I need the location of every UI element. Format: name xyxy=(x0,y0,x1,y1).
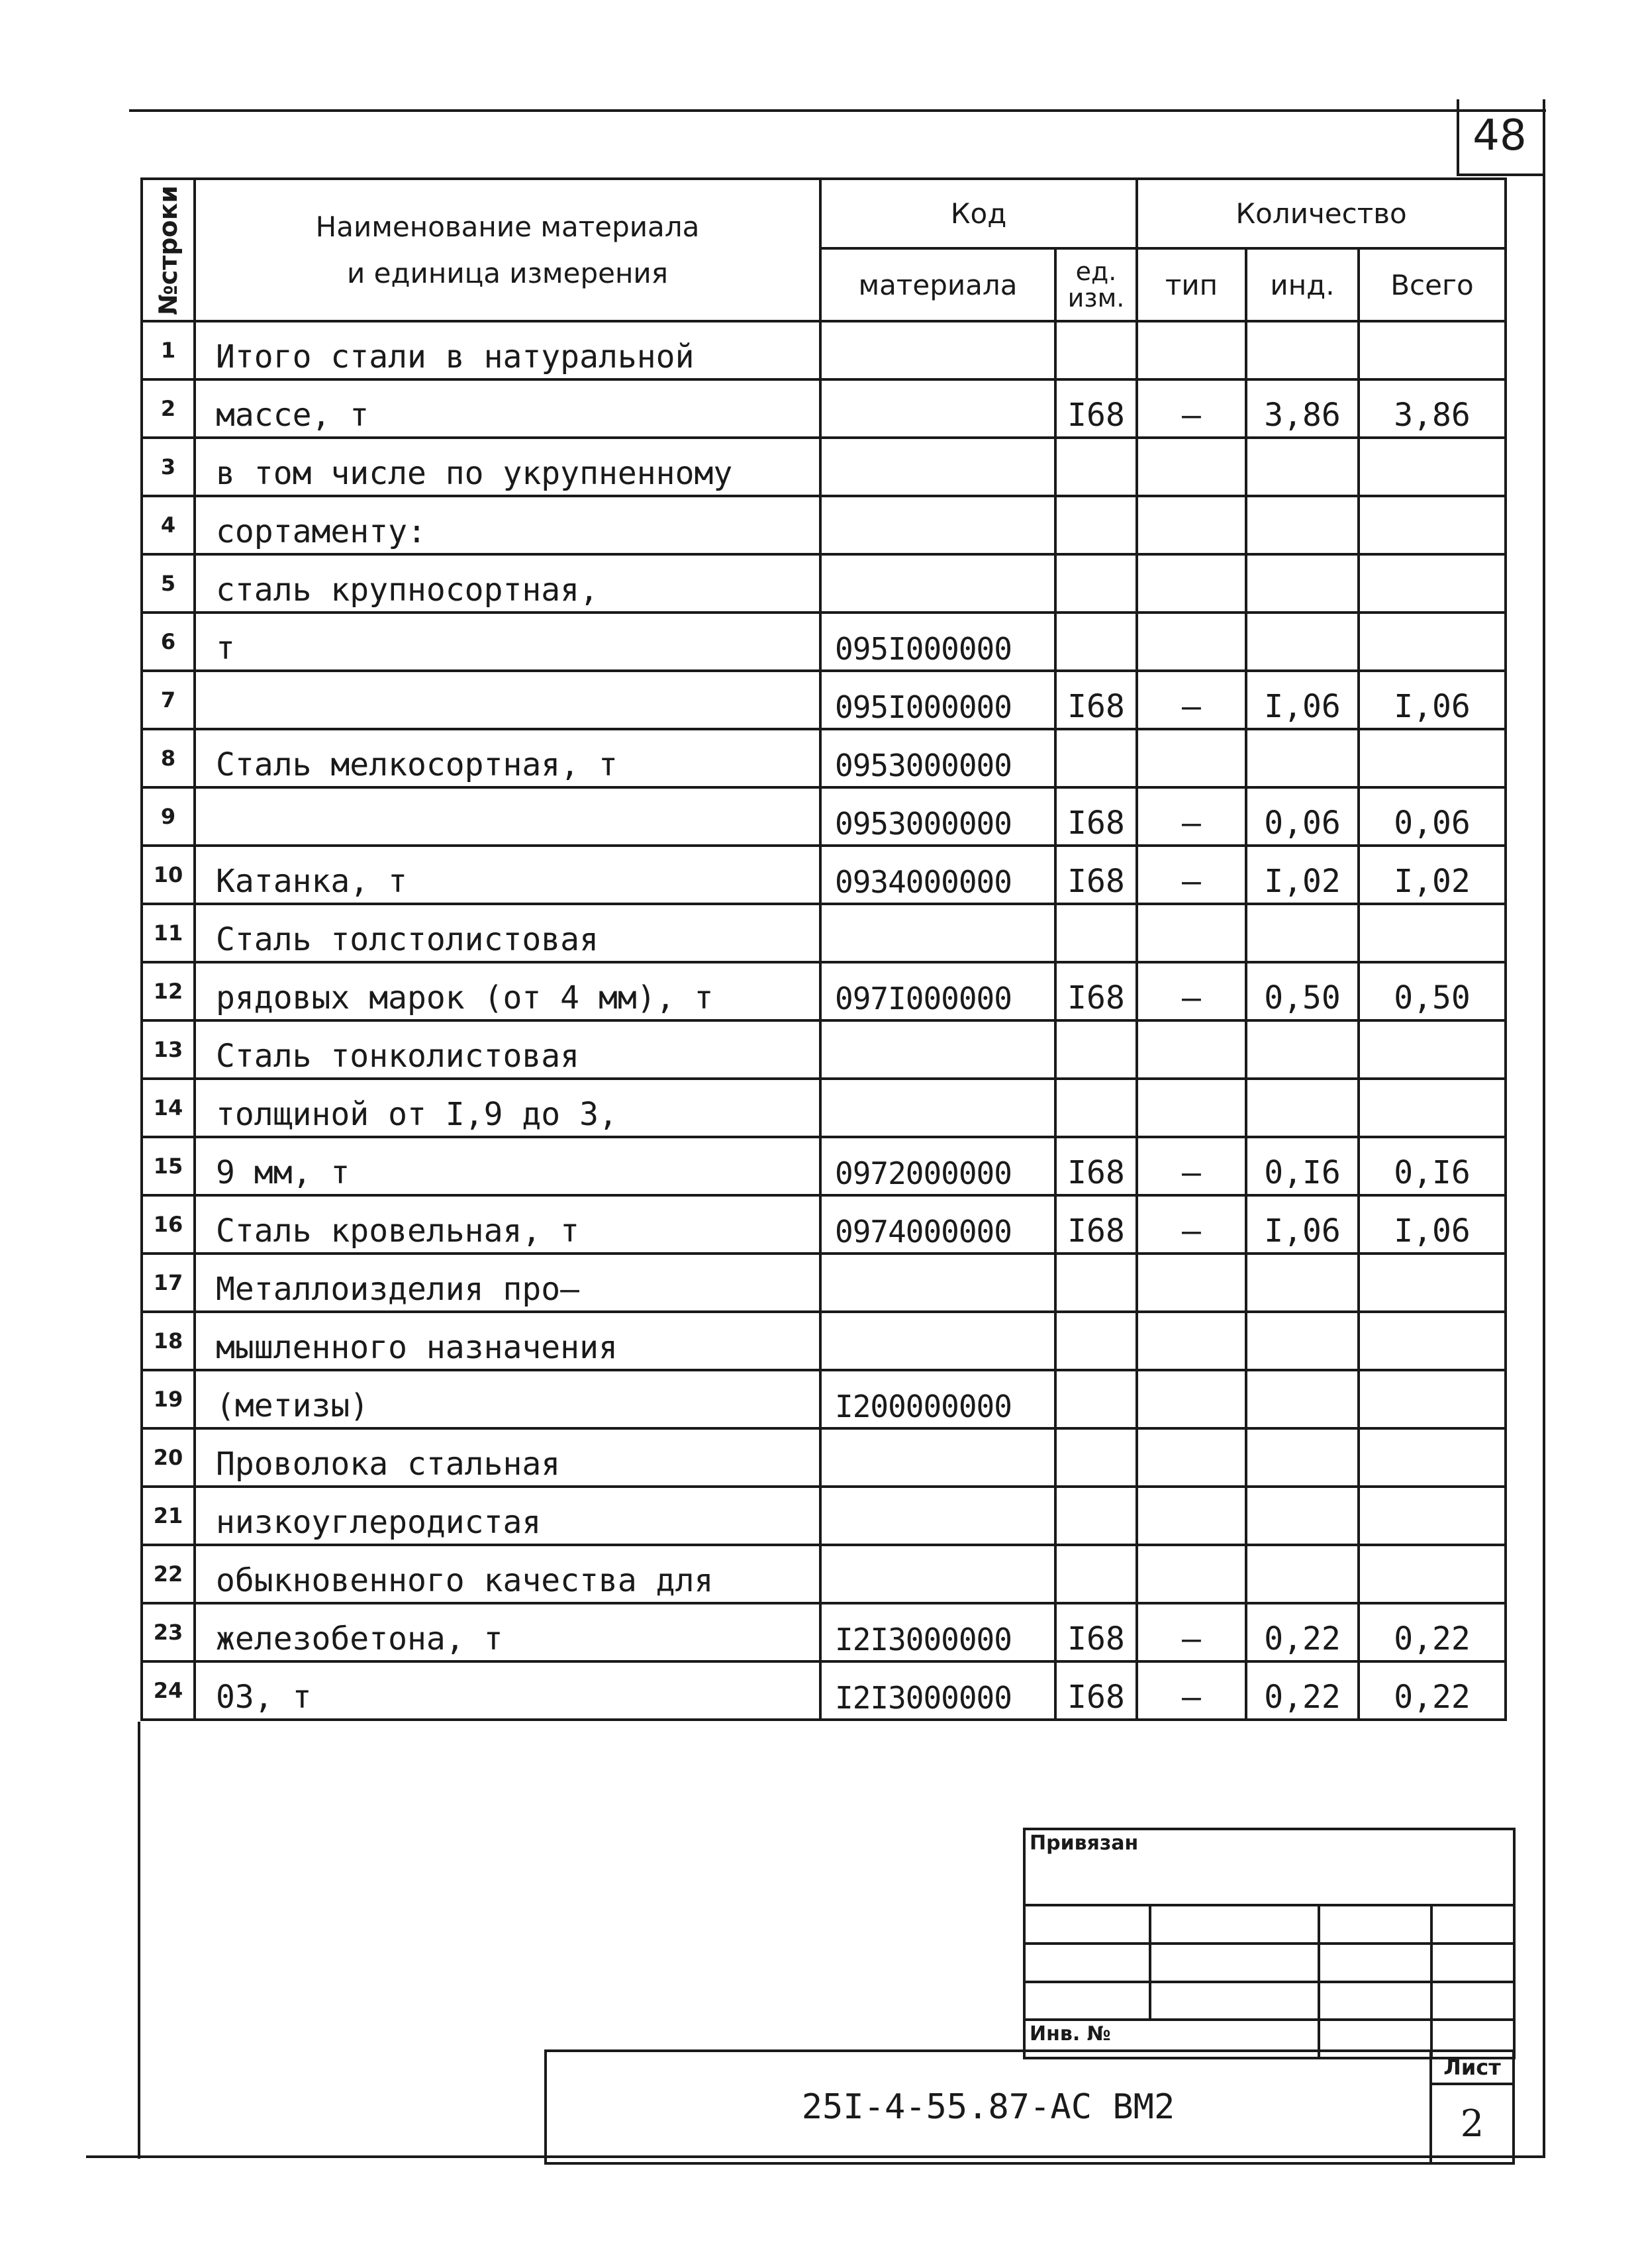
material-name: Сталь толстолистовая xyxy=(195,904,820,962)
qty-type: – xyxy=(1137,962,1246,1020)
qty-total: 0,50 xyxy=(1359,962,1506,1020)
row-number: 22 xyxy=(142,1545,195,1603)
qty-type xyxy=(1137,321,1246,379)
material-code xyxy=(820,904,1055,962)
quantity-group-header: Количество xyxy=(1137,179,1506,248)
row-number: 16 xyxy=(142,1195,195,1254)
material-name: Проволока стальная xyxy=(195,1428,820,1487)
row-number: 7 xyxy=(142,671,195,729)
row-number: 14 xyxy=(142,1079,195,1137)
material-code-header: материала xyxy=(820,248,1055,321)
material-code xyxy=(820,554,1055,613)
material-name: обыкновенного качества для xyxy=(195,1545,820,1603)
material-code: I2I3000000 xyxy=(820,1603,1055,1661)
table-row xyxy=(142,671,1506,729)
row-number: 13 xyxy=(142,1020,195,1079)
qty-total xyxy=(1359,1428,1506,1487)
table-row xyxy=(142,1661,1506,1720)
table-row xyxy=(142,613,1506,671)
qty-ind xyxy=(1246,1079,1359,1137)
qty-type xyxy=(1137,1020,1246,1079)
row-number: 15 xyxy=(142,1137,195,1195)
material-name: 9 мм, т xyxy=(195,1137,820,1195)
row-number: 4 xyxy=(142,496,195,554)
material-spec-rows xyxy=(142,321,1506,1720)
table-row xyxy=(142,1370,1506,1428)
material-name: Металлоизделия про– xyxy=(195,1254,820,1312)
qty-type: – xyxy=(1137,1603,1246,1661)
unit-code xyxy=(1055,613,1137,671)
row-number: 18 xyxy=(142,1312,195,1370)
qty-total xyxy=(1359,1487,1506,1545)
unit-code-header: ед. изм. xyxy=(1055,248,1137,321)
qty-type xyxy=(1137,496,1246,554)
row-number: 24 xyxy=(142,1661,195,1720)
qty-ind xyxy=(1246,1020,1359,1079)
material-name: сталь крупносортная, xyxy=(195,554,820,613)
qty-total: 0,I6 xyxy=(1359,1137,1506,1195)
code-group-header: Код xyxy=(820,179,1137,248)
qty-total xyxy=(1359,904,1506,962)
material-code: 0972000000 xyxy=(820,1137,1055,1195)
qty-total xyxy=(1359,1370,1506,1428)
row-number: 12 xyxy=(142,962,195,1020)
sheet-number: 2 xyxy=(1431,2084,1514,2163)
material-code xyxy=(820,1487,1055,1545)
qty-ind: 0,50 xyxy=(1246,962,1359,1020)
qty-total xyxy=(1359,438,1506,496)
row-number: 8 xyxy=(142,729,195,787)
qty-type xyxy=(1137,729,1246,787)
material-code xyxy=(820,321,1055,379)
row-number: 20 xyxy=(142,1428,195,1487)
table-row xyxy=(142,846,1506,904)
qty-total xyxy=(1359,496,1506,554)
title-block xyxy=(544,2049,1515,2165)
qty-type: – xyxy=(1137,671,1246,729)
table-row xyxy=(142,1137,1506,1195)
row-number: 10 xyxy=(142,846,195,904)
qty-total xyxy=(1359,1079,1506,1137)
table-row xyxy=(142,321,1506,379)
material-name: рядовых марок (от 4 мм), т xyxy=(195,962,820,1020)
unit-code xyxy=(1055,496,1137,554)
table-row xyxy=(142,904,1506,962)
material-spec-table xyxy=(140,177,1507,1721)
row-number: 3 xyxy=(142,438,195,496)
unit-code xyxy=(1055,1312,1137,1370)
document-code: 25I-4-55.87-АС ВМ2 xyxy=(546,2051,1431,2163)
qty-type xyxy=(1137,1370,1246,1428)
table-row xyxy=(142,1020,1506,1079)
row-number: 17 xyxy=(142,1254,195,1312)
top-frame-line xyxy=(129,109,1546,112)
inventory-number-label: Инв. № xyxy=(1024,2020,1319,2058)
qty-total: 3,86 xyxy=(1359,379,1506,438)
row-number: 9 xyxy=(142,787,195,846)
qty-total: 0,22 xyxy=(1359,1661,1506,1720)
qty-ind xyxy=(1246,1312,1359,1370)
material-code: 0974000000 xyxy=(820,1195,1055,1254)
material-name: низкоуглеродистая xyxy=(195,1487,820,1545)
qty-type: – xyxy=(1137,1661,1246,1720)
unit-code: I68 xyxy=(1055,1661,1137,1720)
qty-ind xyxy=(1246,321,1359,379)
unit-code: I68 xyxy=(1055,787,1137,846)
unit-code xyxy=(1055,321,1137,379)
qty-total: I,06 xyxy=(1359,671,1506,729)
unit-code xyxy=(1055,1370,1137,1428)
qty-total xyxy=(1359,1312,1506,1370)
unit-code xyxy=(1055,904,1137,962)
qty-total xyxy=(1359,321,1506,379)
material-code xyxy=(820,1545,1055,1603)
qty-type xyxy=(1137,1079,1246,1137)
qty-ind: I,06 xyxy=(1246,1195,1359,1254)
table-row xyxy=(142,1487,1506,1545)
page-number: 48 xyxy=(1473,111,1527,160)
table-row xyxy=(142,1195,1506,1254)
material-name: т xyxy=(195,613,820,671)
table-row xyxy=(142,1254,1506,1312)
table-row xyxy=(142,1079,1506,1137)
material-name: Сталь кровельная, т xyxy=(195,1195,820,1254)
qty-type: – xyxy=(1137,379,1246,438)
qty-ind-header: инд. xyxy=(1246,248,1359,321)
qty-ind xyxy=(1246,613,1359,671)
qty-ind: I,02 xyxy=(1246,846,1359,904)
unit-code xyxy=(1055,1254,1137,1312)
qty-ind xyxy=(1246,1487,1359,1545)
attached-label: Привязан xyxy=(1024,1829,1514,1905)
qty-total xyxy=(1359,554,1506,613)
material-code: I200000000 xyxy=(820,1370,1055,1428)
material-code: 0953000000 xyxy=(820,787,1055,846)
table-row xyxy=(142,729,1506,787)
table-row xyxy=(142,1545,1506,1603)
qty-ind: I,06 xyxy=(1246,671,1359,729)
qty-ind: 0,22 xyxy=(1246,1661,1359,1720)
material-name: толщиной от I,9 до 3, xyxy=(195,1079,820,1137)
qty-ind: 3,86 xyxy=(1246,379,1359,438)
material-name: Катанка, т xyxy=(195,846,820,904)
table-row xyxy=(142,962,1506,1020)
qty-type xyxy=(1137,1487,1246,1545)
material-code: 095I000000 xyxy=(820,671,1055,729)
material-name: Сталь мелкосортная, т xyxy=(195,729,820,787)
qty-ind xyxy=(1246,1545,1359,1603)
sheet-label: Лист xyxy=(1431,2051,1514,2084)
material-name: Сталь тонколистовая xyxy=(195,1020,820,1079)
material-code xyxy=(820,1312,1055,1370)
unit-code: I68 xyxy=(1055,671,1137,729)
unit-code xyxy=(1055,438,1137,496)
material-name xyxy=(195,671,820,729)
row-number: 5 xyxy=(142,554,195,613)
qty-total xyxy=(1359,1545,1506,1603)
qty-type xyxy=(1137,1428,1246,1487)
material-code xyxy=(820,1079,1055,1137)
material-name: массе, т xyxy=(195,379,820,438)
unit-code: I68 xyxy=(1055,962,1137,1020)
row-number: 21 xyxy=(142,1487,195,1545)
qty-type-header: тип xyxy=(1137,248,1246,321)
material-code: 0934000000 xyxy=(820,846,1055,904)
qty-total xyxy=(1359,1254,1506,1312)
row-number: 11 xyxy=(142,904,195,962)
qty-ind xyxy=(1246,1428,1359,1487)
table-row xyxy=(142,496,1506,554)
material-name: Итого стали в натуральной xyxy=(195,321,820,379)
qty-total xyxy=(1359,729,1506,787)
row-number: 1 xyxy=(142,321,195,379)
qty-total: I,02 xyxy=(1359,846,1506,904)
qty-type xyxy=(1137,1545,1246,1603)
qty-type: – xyxy=(1137,787,1246,846)
unit-code: I68 xyxy=(1055,379,1137,438)
qty-ind xyxy=(1246,438,1359,496)
material-name: 03, т xyxy=(195,1661,820,1720)
table-row xyxy=(142,554,1506,613)
material-code: I2I3000000 xyxy=(820,1661,1055,1720)
qty-type: – xyxy=(1137,846,1246,904)
qty-ind xyxy=(1246,1370,1359,1428)
unit-code: I68 xyxy=(1055,1137,1137,1195)
table-row xyxy=(142,1312,1506,1370)
material-code: 0953000000 xyxy=(820,729,1055,787)
qty-ind: 0,I6 xyxy=(1246,1137,1359,1195)
right-frame-line xyxy=(1543,173,1545,2157)
unit-code: I68 xyxy=(1055,1603,1137,1661)
qty-type: – xyxy=(1137,1195,1246,1254)
unit-code xyxy=(1055,1487,1137,1545)
table-row xyxy=(142,1603,1506,1661)
approval-stamp xyxy=(1023,1828,1516,2059)
qty-total-header: Всего xyxy=(1359,248,1506,321)
unit-code xyxy=(1055,1020,1137,1079)
qty-ind xyxy=(1246,496,1359,554)
table-row xyxy=(142,379,1506,438)
qty-type xyxy=(1137,1254,1246,1312)
material-name: (метизы) xyxy=(195,1370,820,1428)
row-number: 23 xyxy=(142,1603,195,1661)
material-name-header: Наименование материала и единица измерения xyxy=(195,179,820,321)
qty-type xyxy=(1137,438,1246,496)
unit-code: I68 xyxy=(1055,846,1137,904)
page-number-box-right xyxy=(1543,99,1545,175)
unit-code xyxy=(1055,1079,1137,1137)
material-code xyxy=(820,438,1055,496)
left-frame-line xyxy=(138,1722,140,2159)
unit-code: I68 xyxy=(1055,1195,1137,1254)
row-number: 2 xyxy=(142,379,195,438)
qty-ind xyxy=(1246,554,1359,613)
material-name: сортаменту: xyxy=(195,496,820,554)
material-code xyxy=(820,1428,1055,1487)
qty-ind: 0,06 xyxy=(1246,787,1359,846)
qty-total xyxy=(1359,613,1506,671)
row-number: 19 xyxy=(142,1370,195,1428)
qty-type xyxy=(1137,904,1246,962)
unit-code xyxy=(1055,554,1137,613)
table-row xyxy=(142,1428,1506,1487)
qty-type xyxy=(1137,613,1246,671)
material-name: железобетона, т xyxy=(195,1603,820,1661)
qty-total: I,06 xyxy=(1359,1195,1506,1254)
row-number: 6 xyxy=(142,613,195,671)
table-row xyxy=(142,787,1506,846)
page-number-box-left xyxy=(1457,99,1459,175)
qty-ind: 0,22 xyxy=(1246,1603,1359,1661)
material-name xyxy=(195,787,820,846)
unit-code xyxy=(1055,1545,1137,1603)
material-code xyxy=(820,1254,1055,1312)
row-number-header: №строки xyxy=(142,179,195,321)
qty-ind xyxy=(1246,904,1359,962)
table-row xyxy=(142,438,1506,496)
qty-total xyxy=(1359,1020,1506,1079)
material-code xyxy=(820,379,1055,438)
material-code: 095I000000 xyxy=(820,613,1055,671)
qty-type: – xyxy=(1137,1137,1246,1195)
qty-type xyxy=(1137,1312,1246,1370)
qty-ind xyxy=(1246,1254,1359,1312)
unit-code xyxy=(1055,1428,1137,1487)
material-code xyxy=(820,496,1055,554)
material-name: в том числе по укрупненному xyxy=(195,438,820,496)
qty-total: 0,06 xyxy=(1359,787,1506,846)
qty-total: 0,22 xyxy=(1359,1603,1506,1661)
unit-code xyxy=(1055,729,1137,787)
material-name: мышленного назначения xyxy=(195,1312,820,1370)
material-code xyxy=(820,1020,1055,1079)
qty-ind xyxy=(1246,729,1359,787)
material-code: 097I000000 xyxy=(820,962,1055,1020)
qty-type xyxy=(1137,554,1246,613)
page-number-box-bottom xyxy=(1457,173,1545,176)
